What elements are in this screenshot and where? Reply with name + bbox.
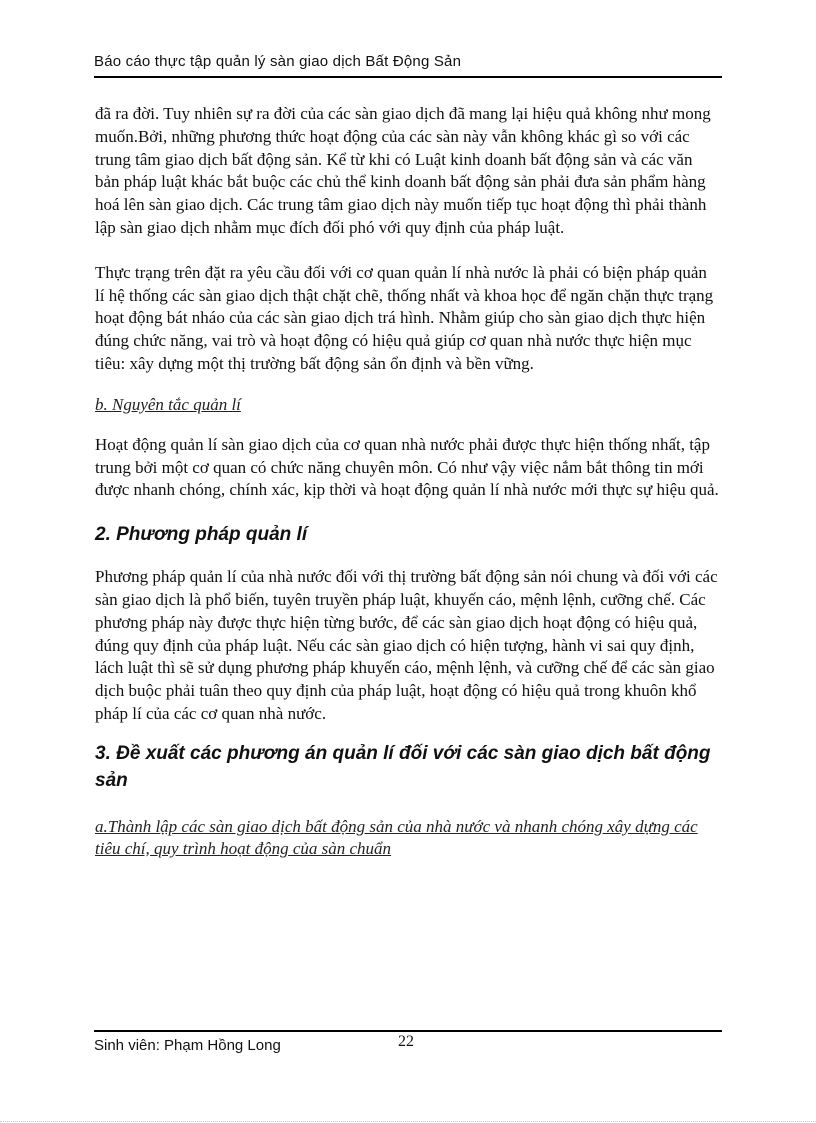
page-number: 22: [398, 1033, 414, 1050]
footer-divider: [94, 1030, 722, 1032]
body-paragraph-3: Hoạt động quản lí sàn giao dịch của cơ quan nhà nước phải được thực hiện thống nhất, tập trung bởi một cơ quan có chức năng chuyên môn. Có như vậy việc nắm bắt thông tin mới được nhanh chóng, chính xác, kịp thời và hoạt động quản lí nhà nước mới thực sự hiệu quả.: [95, 434, 719, 500]
body-paragraph-1: đã ra đời. Tuy nhiên sự ra đời của các sàn giao dịch đã mang lại hiệu quả không như mong muốn.Bởi, những phương thức hoạt động của các sàn này vẫn không khác gì so với các trung tâm giao dịch bất động sản. Kể từ khi có Luật kinh doanh bất động sản và các văn bản pháp luật khác bắt buộc các chủ thể kinh doanh bất động sản phải đưa sản phẩm hàng hoá lên sàn giao dịch. Các trung tâm giao dịch này muốn tiếp tục hoạt động thì phải thành lập sàn giao dịch nhằm mục đích đối phó với quy định của pháp luật.: [95, 104, 711, 237]
body-paragraph-2: Thực trạng trên đặt ra yêu cầu đối với cơ quan quản lí nhà nước là phải có biện pháp quản lí hệ thống các sàn giao dịch thật chặt chẽ, thống nhất và khoa học để ngăn chặn thực trạng hoạt động bát nháo của các sàn giao dịch trá hình. Nhằm giúp cho sàn giao dịch thực hiện đúng chức năng, vai trò và hoạt động có hiệu quả giúp cơ quan nhà nước thực hiện mục tiêu: xây dựng một thị trường bất động sản ổn định và bền vững.: [95, 262, 714, 373]
body-paragraph-4: Phương pháp quản lí của nhà nước đối với thị trường bất động sản nói chung và đối với các sàn giao dịch là phổ biến, tuyên truyền pháp luật, khuyến cáo, mệnh lệnh, cưỡng chế. Các phương pháp này được thực hiện từng bước, để các sàn giao dịch hoạt động có hiệu quả, đúng quy định của pháp luật. Nếu các sàn giao dịch có hiện tượng, hành vi sai quy định, lách luật thì sẽ sử dụng phương pháp khuyến cáo, mệnh lệnh, và cưỡng chế để các sàn giao dịch buộc phải tuân theo quy định của pháp luật, hoạt động có hiệu quả trong khuôn khổ pháp lí của các cơ quan nhà nước.: [95, 567, 718, 723]
document-body: [95, 103, 720, 860]
section-heading-management-method: 2. Phương pháp quản lí: [95, 524, 308, 546]
subheading-establish-state-exchanges: a.Thành lập các sàn giao dịch bất động sản của nhà nước và nhanh chóng xây dựng các tiêu chí, quy trình hoạt động của sàn chuẩn: [95, 816, 698, 858]
header-divider: [94, 76, 722, 78]
section-heading-proposals: 3. Đề xuất các phương án quản lí đối với các sàn giao dịch bất động sản: [95, 742, 711, 791]
subheading-principles: b. Nguyên tắc quản lí: [95, 394, 241, 414]
page-bottom-edge: [0, 1121, 816, 1122]
running-header-title: Báo cáo thực tập quản lý sàn giao dịch Bất Động Sản: [94, 53, 462, 70]
footer-student-name: Sinh viên: Phạm Hồng Long: [94, 1037, 281, 1054]
